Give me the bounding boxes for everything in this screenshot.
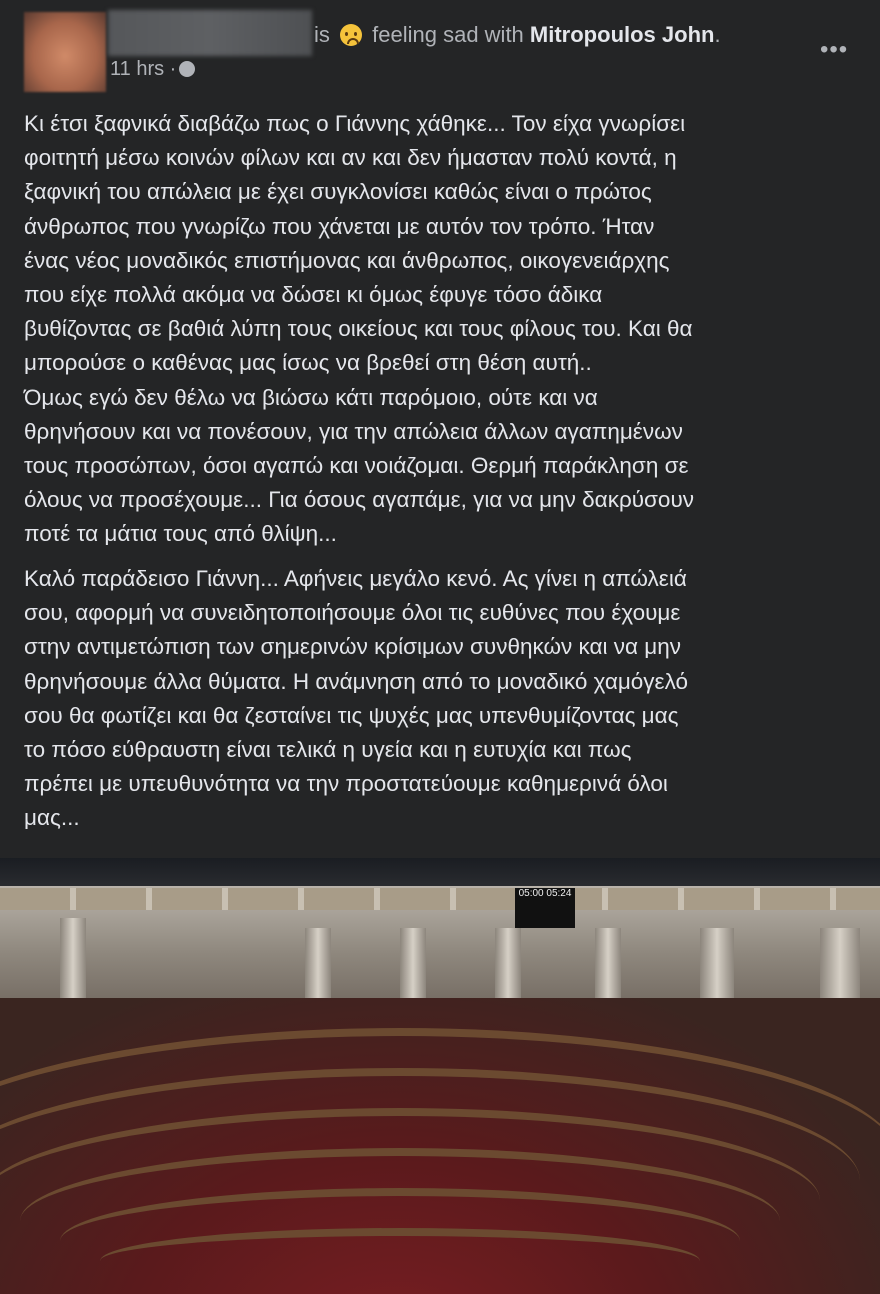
globe-icon bbox=[179, 61, 195, 77]
post-text-line: Καλό παράδεισο Γιάννη... Αφήνεις μεγάλο κενό. Ας γίνει η απώλειά bbox=[24, 566, 687, 591]
photo-frieze bbox=[0, 888, 880, 910]
post-text-line: σου θα φωτίζει και θα ζεσταίνει τις ψυχές μας υπενθυμίζοντας μας bbox=[24, 702, 679, 728]
post-text-line: στην αντιμετώπιση των σημερινών κρίσιμων συνθηκών και να μην bbox=[24, 634, 682, 660]
post-text-line: μας... bbox=[24, 805, 80, 831]
post-headline bbox=[314, 22, 721, 48]
post-text-line: ποτέ τα μάτια τους από θλίψη... bbox=[24, 521, 337, 547]
seat-row bbox=[100, 1228, 700, 1294]
photo-clock-screen: 05:00 05:24 bbox=[515, 888, 575, 928]
post-text-line: φοιτητή μέσω κοινών φίλων και αν και δεν ήμασταν πολύ κοντά, η bbox=[24, 145, 677, 171]
post-text-line: όλους να προσέχουμε... Για όσους αγαπάμε, για να μην δακρύσουν bbox=[24, 487, 695, 513]
post-text-line: ξαφνική του απώλεια με έχει συγκλονίσει καθώς είναι ο πρώτος bbox=[24, 179, 652, 205]
post-text-line: βυθίζοντας σε βαθιά λύπη τους οικείους και τους φίλους του. Και θα bbox=[24, 316, 693, 342]
tagged-user-link[interactable]: Mitropoulos John bbox=[529, 22, 715, 47]
author-name-blurred[interactable] bbox=[108, 10, 312, 56]
timestamp-link[interactable]: 11 hrs · bbox=[110, 58, 177, 80]
post-text-line: θρηνήσουν και να πονέσουν, για την απώλεια άλλων αγαπημένων bbox=[24, 418, 683, 444]
post-text-line: πρέπει με υπευθυνότητα να την προστατεύουμε καθημερινά όλοι bbox=[24, 771, 668, 797]
post-text-line: μπορούσε ο καθένας μας ίσως να βρεθεί στη θέση αυτή.. bbox=[24, 350, 592, 376]
photo-ceiling bbox=[0, 858, 880, 888]
post-text-line: ένας νέος μοναδικός επιστήμονας και άνθρωπος, οικογενειάρχης bbox=[24, 247, 670, 273]
post-text-line: άνθρωπος που γνωρίζω που χάνεται με αυτόν τον τρόπο. Ήταν bbox=[24, 213, 655, 239]
post-text-line: θρηνήσουμε άλλα θύματα. Η ανάμνηση από το μοναδικό χαμόγελό bbox=[24, 668, 689, 694]
post-photo-parliament[interactable] bbox=[0, 858, 880, 1294]
post-text-line: το πόσο εύθραυστη είναι τελικά η υγεία και η ευτυχία και πως bbox=[24, 737, 632, 763]
avatar[interactable] bbox=[24, 12, 106, 92]
post-text-line: Όμως εγώ δεν θέλω να βιώσω κάτι παρόμοιο, ούτε και να bbox=[24, 384, 598, 410]
post-text-line: που είχε πολλά ακόμα να δώσει κι όμως έφυγε τόσο άδικα bbox=[24, 282, 603, 308]
post-text-line: τους προσώπων, όσοι αγαπώ και νοιάζομαι. Θερμή παράκληση σε bbox=[24, 453, 689, 479]
post-text-line: σου, αφορμή να συνειδητοποιήσουμε όλοι τις ευθύνες που έχουμε bbox=[24, 600, 681, 626]
post-paragraph-1 bbox=[24, 107, 694, 552]
headline-verb: is bbox=[314, 22, 330, 47]
more-options-button[interactable]: ••• bbox=[820, 36, 849, 63]
sad-emoji-icon bbox=[340, 24, 362, 46]
post-paragraph-2 bbox=[24, 562, 688, 836]
post-meta bbox=[110, 58, 195, 81]
post-text-line: Κι έτσι ξαφνικά διαβάζω πως ο Γιάννης χάθηκε... Τον είχα γνωρίσει bbox=[24, 111, 686, 136]
feeling-text: feeling sad with bbox=[372, 22, 524, 47]
period: . bbox=[714, 22, 721, 47]
